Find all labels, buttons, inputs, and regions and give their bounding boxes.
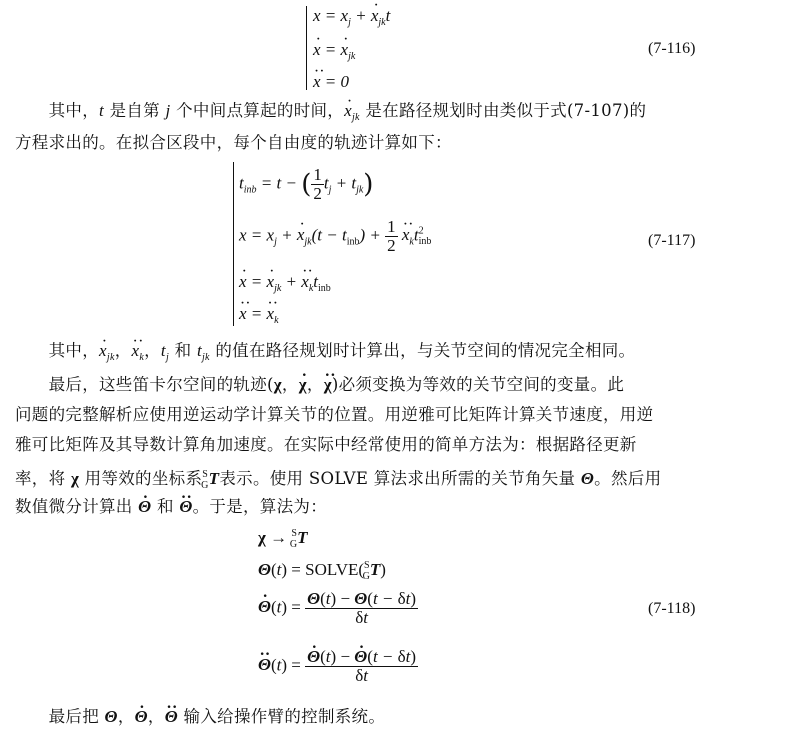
paragraph-3-line-2: 问题的完整解析应使用逆运动学计算关节的位置。用逆雅可比矩阵计算关节速度，用逆 <box>15 405 654 424</box>
eq118-line1: χ → $^S_G$T <box>258 528 308 550</box>
eq117-line4: ·· x = ·· $x_k$ <box>239 304 279 326</box>
paragraph-4: 最后把 Θ，· Θ，·· Θ 输入给操作臂的控制系统。 <box>15 702 765 732</box>
eq118-line3: · Θ(t) = $\frac{\Theta(t) - \Theta(t - \delta t)}{\delta t}$ <box>258 590 418 627</box>
eq116-brace <box>306 6 307 90</box>
paragraph-1-line-1: 其中，t 是自第 j 个中间点算起的时间，· $x_{jk}$ 是在路径规划时由类似于式(7-107)的 <box>15 96 765 133</box>
eq117-line3: · x = · $x_{jk}$ + ·· $x_kt_{inb}$ <box>239 272 331 294</box>
eq118-line4: ·· Θ(t) = · $\frac{\Theta(t) - \cdot \Theta(t - \delta t)}{\delta t}$ <box>258 648 418 685</box>
paragraph-3-line-5: 数值微分计算出 · Θ 和 ·· Θ。于是，算法为： <box>15 492 765 522</box>
eq118-line2: Θ(t) = SOLVE($^S_G$T) <box>258 560 386 582</box>
eq118-number: (7-118) <box>648 600 696 617</box>
eq117-number: (7-117) <box>648 232 696 249</box>
paragraph-3-line-4: 率，将 χ 用等效的坐标系$^S_G$T表示。使用 SOLVE 算法求出所需的关节角矢量 Θ。然后用 <box>15 469 662 491</box>
paragraph-2: 其中，· $x_{jk}$，·· $x_k$，$t_j$ 和 $t_{jk}$ 的值在路径规划时计算出，与关节空间的情况完全相同。 <box>15 336 765 373</box>
eq117-brace <box>233 162 234 326</box>
eq116-number: (7-116) <box>648 40 696 57</box>
paragraph-3-line-3: 雅可比矩阵及其导数计算角加速度。在实际中经常使用的简单方法为：根据路径更新 <box>15 435 637 454</box>
eq117-line1: $t_{inb} = t$ − ( $\frac{1}{2}$ $t_j + t_{jk}$) <box>239 165 374 203</box>
eq117-line2: $x = x_j$ + · $x_{jk}(t - t_{inb})$ + $\frac{1}{2}$ ·· $x_kt^2_{inb}$ <box>239 218 431 255</box>
paragraph-3-line-1: 最后，这些笛卡尔空间的轨迹(χ，· χ，·· χ)必须变换为等效的关节空间的变量。此 <box>15 370 765 400</box>
eq116-line2: · x = · $x_{jk}$ <box>313 40 355 62</box>
eq116-line1: $x = x_j$ + · $x_{jk}t$ <box>313 6 390 28</box>
eq116-line3: ·· x = 0 <box>313 72 349 92</box>
paragraph-1-line-2: 方程求出的。在拟合区段中，每个自由度的轨迹计算如下： <box>15 133 452 152</box>
